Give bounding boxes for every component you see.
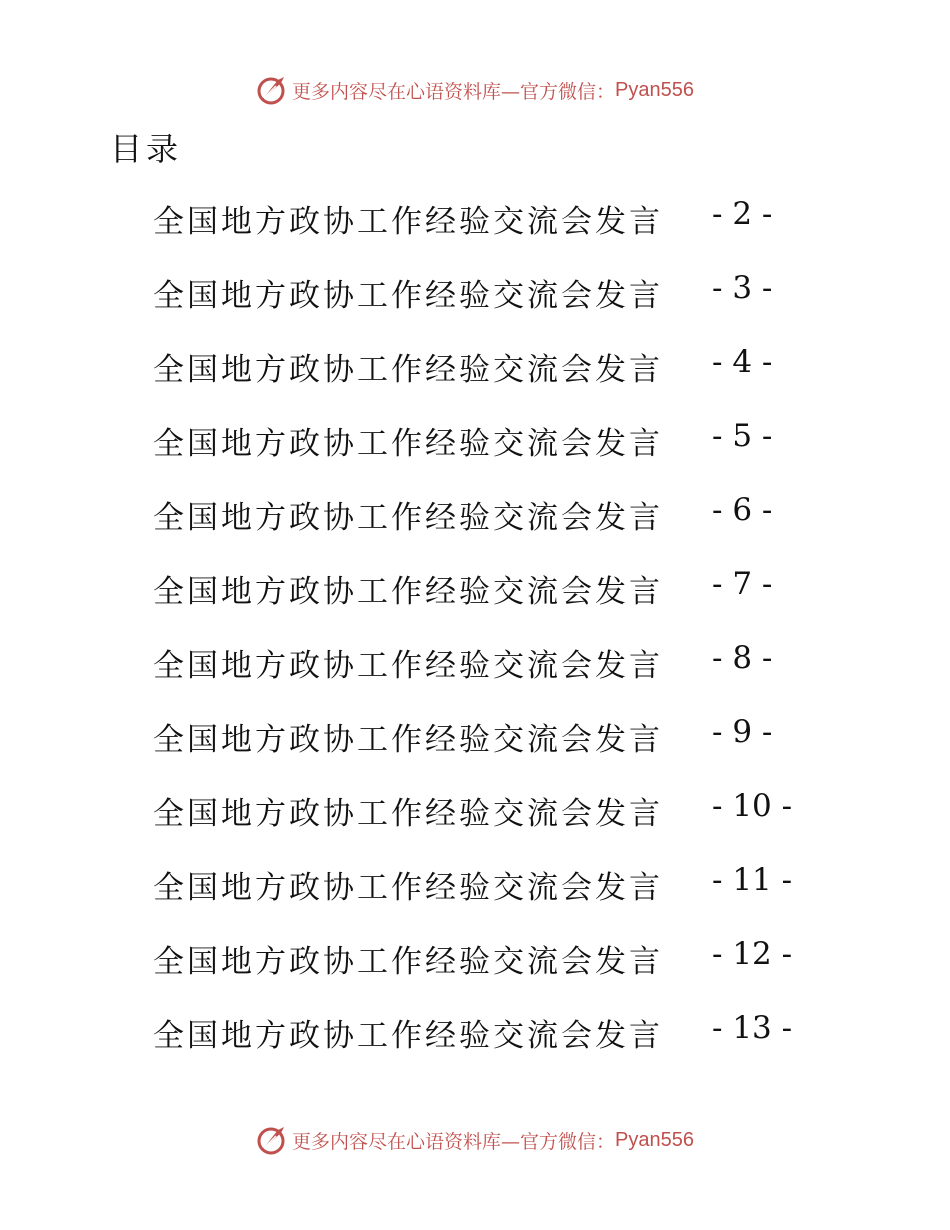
banner-text: 更多内容尽在心语资料库—官方微信：	[292, 1130, 616, 1153]
toc-entry-page-number: - 12 -	[712, 936, 793, 972]
toc-entry-page-number: - 9 -	[712, 714, 773, 750]
toc-entry-label: 全国地方政协工作经验交流会发言	[153, 796, 663, 832]
toc-entry[interactable]	[0, 922, 950, 996]
toc-entry-page-number: - 10 -	[712, 788, 793, 824]
toc-entry[interactable]	[0, 774, 950, 848]
toc-entry-label: 全国地方政协工作经验交流会发言	[153, 648, 663, 684]
toc-entry-label: 全国地方政协工作经验交流会发言	[153, 278, 663, 314]
toc-entry-page-number: - 6 -	[712, 492, 773, 528]
header-banner	[0, 70, 950, 110]
toc-entry[interactable]	[0, 182, 950, 256]
toc-entry-label: 全国地方政协工作经验交流会发言	[153, 944, 663, 980]
toc-entry-page-number: - 5 -	[712, 418, 773, 454]
toc-entry-page-number: - 7 -	[712, 566, 773, 602]
toc-entry-label: 全国地方政协工作经验交流会发言	[153, 352, 663, 388]
toc-entry-page-number: - 13 -	[712, 1010, 793, 1046]
toc-entry[interactable]	[0, 700, 950, 774]
toc-entry-label: 全国地方政协工作经验交流会发言	[153, 870, 663, 906]
toc-entry-label: 全国地方政协工作经验交流会发言	[153, 574, 663, 610]
toc-entry-label: 全国地方政协工作经验交流会发言	[153, 500, 663, 536]
quill-logo-icon	[256, 1124, 288, 1156]
toc-entry-label: 全国地方政协工作经验交流会发言	[153, 1018, 663, 1054]
banner-wechat-id: Pyan556	[615, 78, 694, 101]
toc-entry-page-number: - 4 -	[712, 344, 773, 380]
footer-banner	[0, 1120, 950, 1160]
quill-logo-icon	[256, 74, 288, 106]
toc-entry[interactable]	[0, 996, 950, 1070]
toc-entry-page-number: - 3 -	[712, 270, 773, 306]
toc-entry-label: 全国地方政协工作经验交流会发言	[153, 426, 663, 462]
toc-entry-page-number: - 2 -	[712, 196, 773, 232]
toc-entry[interactable]	[0, 330, 950, 404]
toc-entry[interactable]	[0, 552, 950, 626]
banner-wechat-id: Pyan556	[615, 1128, 694, 1151]
toc-entry[interactable]	[0, 256, 950, 330]
toc-list	[0, 182, 950, 1070]
toc-title: 目录	[110, 130, 183, 168]
toc-entry-label: 全国地方政协工作经验交流会发言	[153, 204, 663, 240]
toc-entry[interactable]	[0, 478, 950, 552]
toc-entry[interactable]	[0, 626, 950, 700]
toc-entry[interactable]	[0, 404, 950, 478]
toc-entry-page-number: - 11 -	[712, 862, 793, 898]
banner-text: 更多内容尽在心语资料库—官方微信：	[292, 80, 616, 103]
toc-entry-page-number: - 8 -	[712, 640, 773, 676]
toc-entry[interactable]	[0, 848, 950, 922]
toc-entry-label: 全国地方政协工作经验交流会发言	[153, 722, 663, 758]
